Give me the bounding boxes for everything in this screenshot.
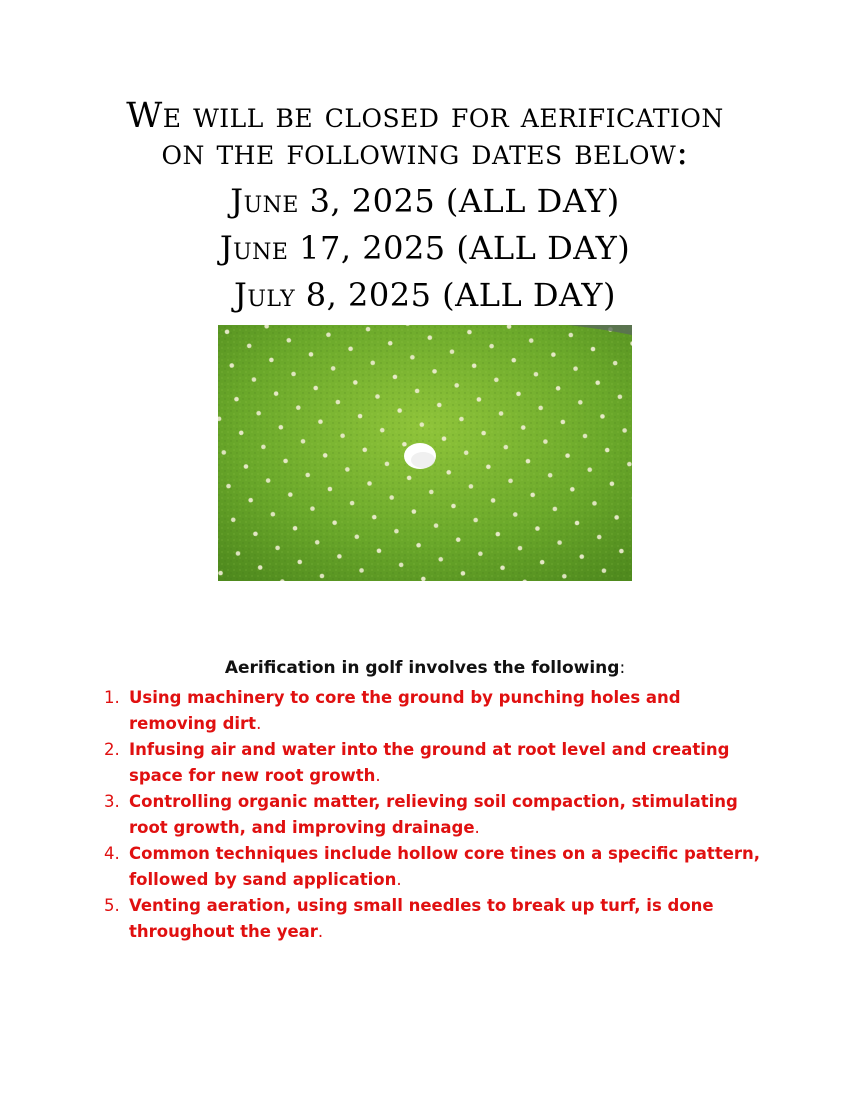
list-period: . <box>375 766 381 785</box>
closure-date-1: June 3, 2025 (ALL DAY) <box>230 182 620 220</box>
list-item <box>104 841 764 893</box>
closure-date-2: June 17, 2025 (ALL DAY) <box>219 229 631 267</box>
intro-colon: : <box>619 658 626 678</box>
list-period: . <box>396 870 402 889</box>
list-number: 3. <box>104 792 120 811</box>
aerification-intro <box>0 658 850 678</box>
list-period: . <box>474 818 480 837</box>
list-item <box>104 893 764 945</box>
list-item <box>104 789 764 841</box>
intro-text: Aerification in golf involves the following <box>224 658 620 678</box>
list-number: 1. <box>104 688 120 707</box>
list-number: 2. <box>104 740 120 759</box>
aerified-green-photo <box>218 325 632 581</box>
closure-date-3: July 8, 2025 (ALL DAY) <box>234 276 616 314</box>
list-period: . <box>256 714 262 733</box>
list-text: Common techniques include hollow core tines on a specific pattern, followed by sand application <box>129 844 761 889</box>
list-text: Venting aeration, using small needles to break up turf, is done throughout the year <box>129 896 714 941</box>
closure-heading-line-1: We will be closed for aerification <box>126 96 724 136</box>
golf-ball-shade <box>411 452 435 468</box>
list-text: Controlling organic matter, relieving soil compaction, stimulating root growth, and improving drainage <box>129 792 738 837</box>
list-item <box>104 685 764 737</box>
aerification-steps-list <box>104 685 764 945</box>
list-text: Infusing air and water into the ground at root level and creating space for new root growth <box>129 740 730 785</box>
list-period: . <box>317 922 324 941</box>
list-item <box>104 737 764 789</box>
closure-heading-line-2: on the following dates below: <box>161 133 689 173</box>
list-number: 5. <box>104 896 120 915</box>
list-text: Using machinery to core the ground by punching holes and removing dirt <box>129 688 681 733</box>
list-number: 4. <box>104 844 120 863</box>
